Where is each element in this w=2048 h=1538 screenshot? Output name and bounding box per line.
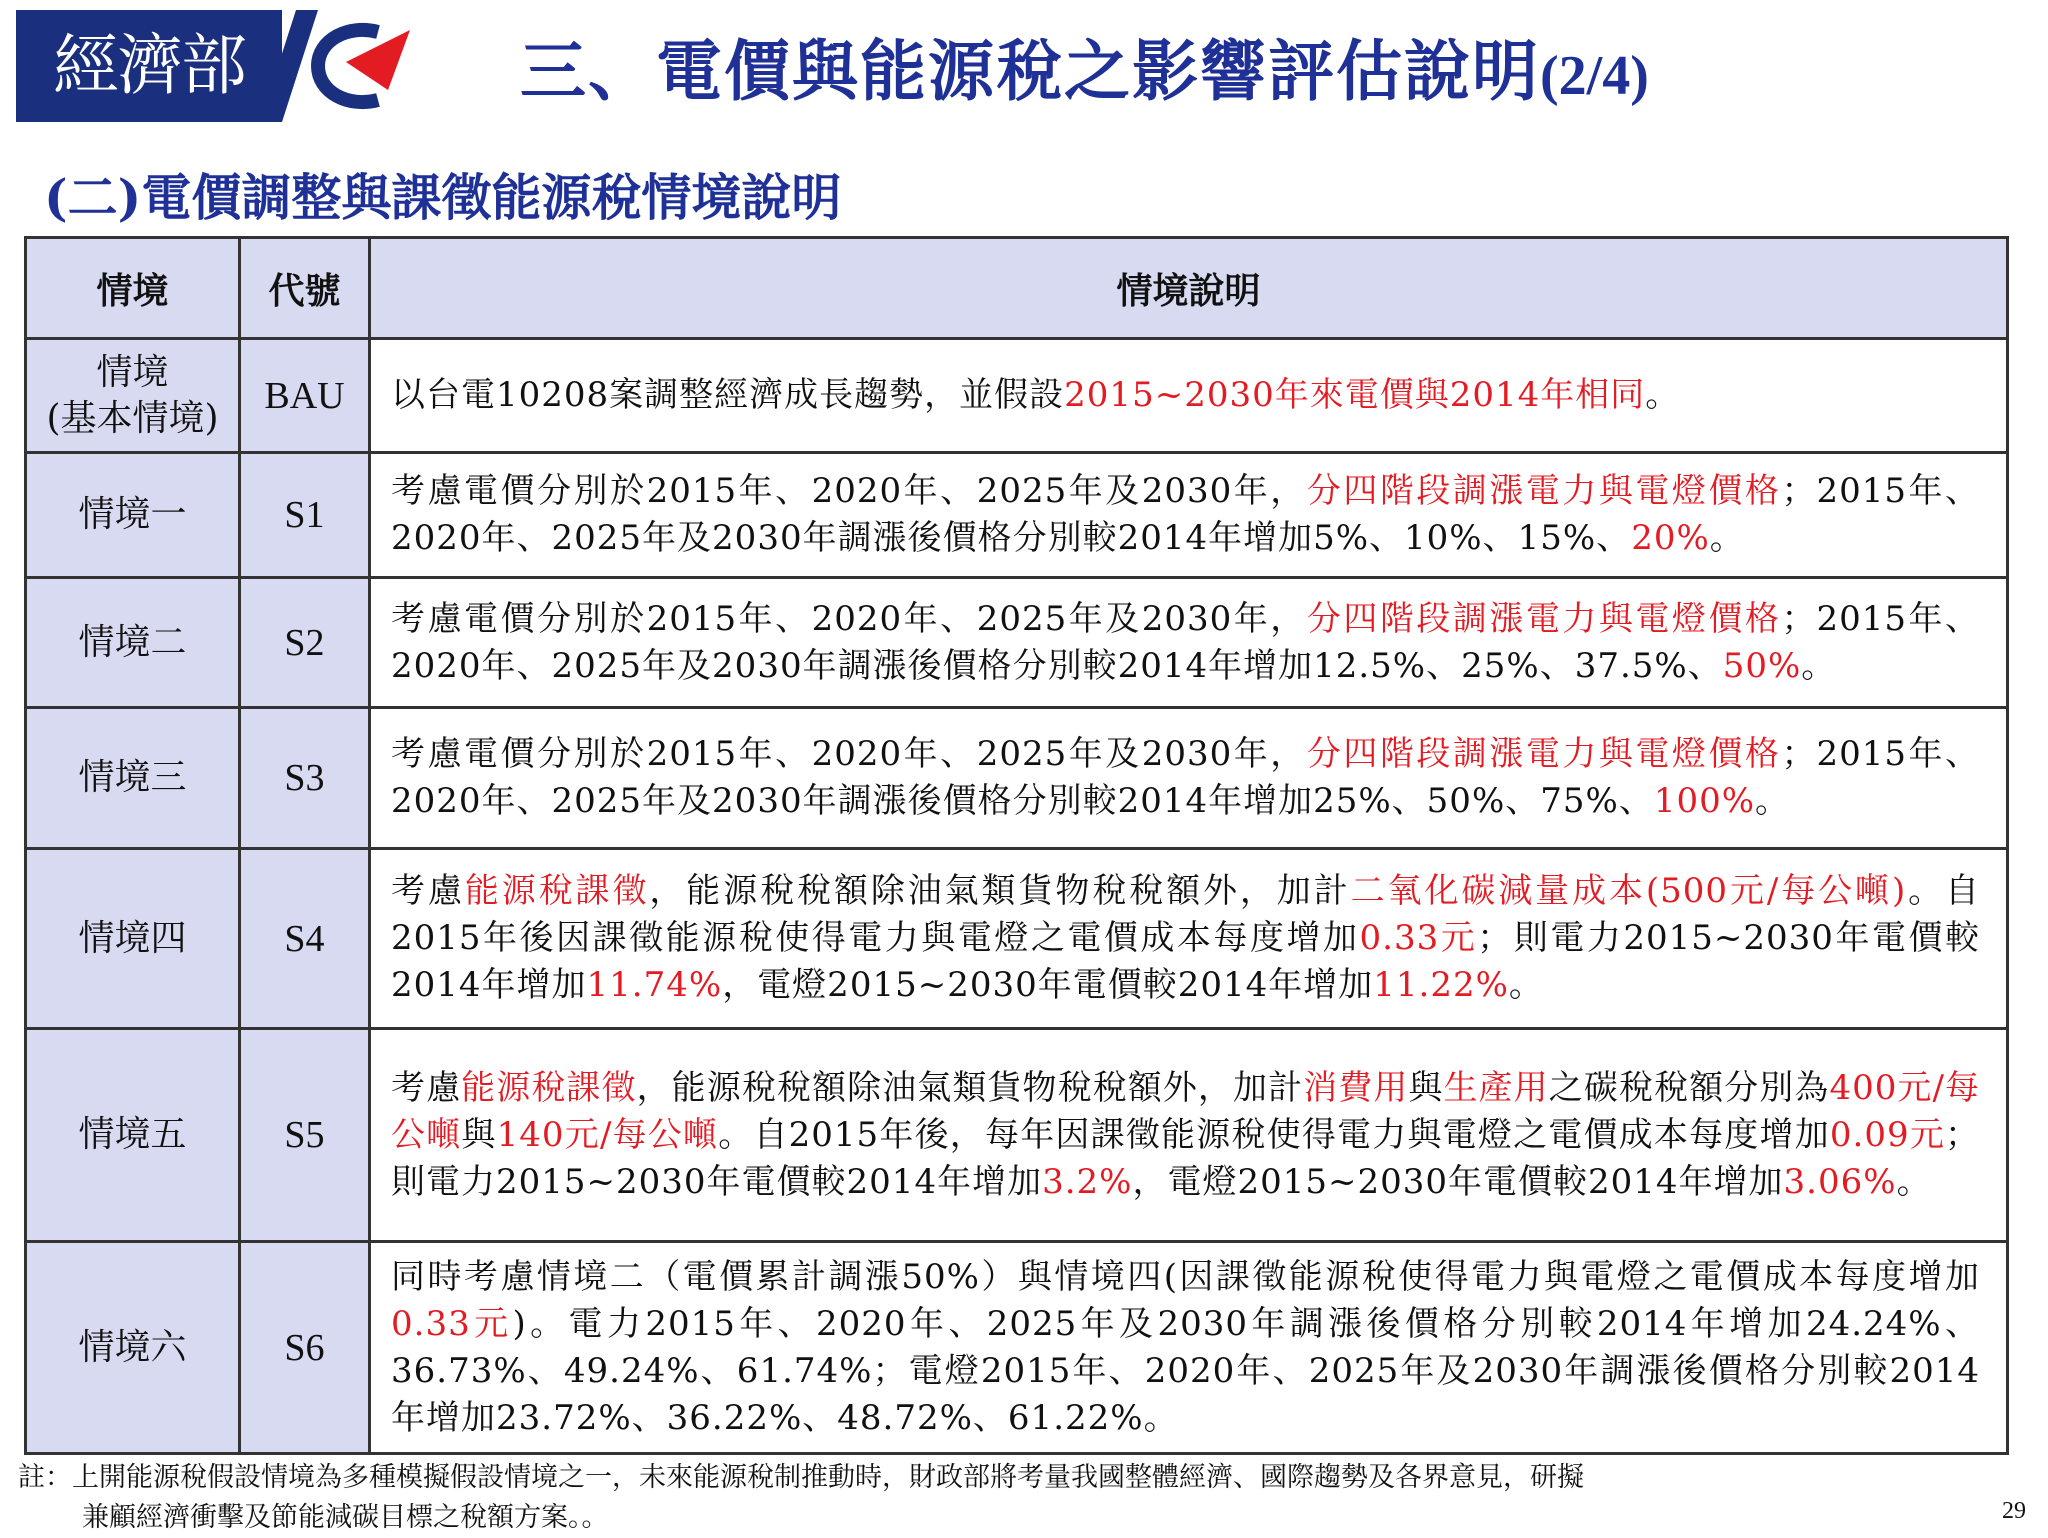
- scenario-description-cell: [370, 1029, 2008, 1242]
- highlighted-text: 0.09元: [1829, 1114, 1946, 1155]
- description-text: 。: [1508, 965, 1544, 1005]
- highlighted-text: 3.06%: [1783, 1161, 1897, 1202]
- scenario-name-line1: 情境: [96, 351, 169, 393]
- highlighted-text: 0.33元: [1359, 918, 1478, 958]
- highlighted-text: 能源稅課徵: [461, 1067, 637, 1108]
- column-header-code: 代號: [240, 238, 370, 339]
- description-text: ，能源稅稅額除油氣類貨物稅稅額外，加計: [649, 871, 1351, 911]
- scenario-code-cell: S3: [240, 708, 370, 849]
- column-header-scenario: 情境: [26, 238, 240, 339]
- scenario-name-cell: 情境六: [26, 1242, 240, 1454]
- footnote-line2: 兼顧經濟衝擊及節能減碳目標之稅額方案。。: [82, 1502, 609, 1533]
- ministry-logo: [16, 10, 432, 122]
- table-row: [26, 453, 2008, 578]
- footnote-line1: 註：上開能源稅假設情境為多種模擬假設情境之一，未來能源稅制推動時，財政部將考量我國整體經濟、國際趨勢及各界意見，研擬: [18, 1462, 1584, 1493]
- scenario-code-cell: S5: [240, 1029, 370, 1242]
- description-text: 同時考慮情境二（電價累計調漲50%）與情境四(因課徵能源稅使得電力與電燈之電價成本每度增加: [391, 1256, 1980, 1297]
- highlighted-text: 0.33元: [391, 1303, 513, 1344]
- description-text: ，電燈2015~2030年電價較2014年增加: [1132, 1161, 1784, 1202]
- table-row: [26, 849, 2008, 1029]
- highlighted-text: 11.74%: [586, 965, 723, 1005]
- footnote: [18, 1458, 2008, 1538]
- highlighted-text: 11.22%: [1373, 965, 1509, 1005]
- description-text: ；則電力2015~2030年電價較2014年增加: [391, 918, 1981, 1005]
- description-text: 考慮電價分別於2015年、2020年、2025年及2030年，: [391, 471, 1307, 511]
- description-text: 考慮電價分別於2015年、2020年、2025年及2030年，: [391, 734, 1307, 774]
- scenario-table: [24, 236, 2009, 1455]
- page-number: 29: [2002, 1498, 2026, 1524]
- scenario-code-cell: S2: [240, 578, 370, 708]
- scenario-description-cell: [370, 453, 2008, 578]
- scenario-name-cell: 情境四: [26, 849, 240, 1029]
- highlighted-text: 分四階段調漲電力與電燈價格: [1306, 734, 1782, 774]
- column-header-description: 情境說明: [370, 238, 2008, 339]
- table-row: [26, 1029, 2008, 1242]
- description-text: 。: [1709, 518, 1745, 558]
- scenario-name-cell: 情境一: [26, 453, 240, 578]
- scenario-code-cell: S6: [240, 1242, 370, 1454]
- scenario-code-cell: BAU: [240, 339, 370, 453]
- highlighted-text: 分四階段調漲電力與電燈價格: [1306, 598, 1782, 639]
- scenario-name-cell: 情境三: [26, 708, 240, 849]
- scenario-description-cell: [370, 708, 2008, 849]
- description-text: ；2015年、2020年、2025年及2030年調漲後價格分別較2014年增加12.5%、25%、37.5%、: [391, 598, 1981, 686]
- highlighted-text: 消費用: [1303, 1067, 1409, 1108]
- highlighted-text: 2015~2030年來電價與2014年相同: [1064, 375, 1646, 415]
- highlighted-text: 400元/每公噸: [391, 1067, 1981, 1155]
- title-text: 三、電價與能源稅之影響評估說明: [520, 32, 1540, 110]
- description-text: 。: [1801, 645, 1837, 686]
- description-text: 以台電10208案調整經濟成長趨勢，並假設: [391, 375, 1065, 415]
- description-text: 。自2015年後因課徵能源稅使得電力與電燈之電價成本每度增加: [391, 871, 1981, 958]
- title-page-tag: (2/4): [1540, 45, 1649, 107]
- scenario-description-cell: [370, 849, 2008, 1029]
- scenario-name-cell: [26, 339, 240, 453]
- highlighted-text: 100%: [1653, 781, 1756, 821]
- description-text: 。自2015年後，每年因課徵能源稅使得電力與電燈之電價成本每度增加: [718, 1114, 1830, 1155]
- description-text: ；則電力2015~2030年電價較2014年增加: [391, 1114, 1981, 1202]
- scenario-code-cell: S4: [240, 849, 370, 1029]
- description-text: ，能源稅稅額除油氣類貨物稅稅額外，加計: [636, 1067, 1304, 1108]
- description-text: 考慮: [391, 871, 465, 911]
- highlighted-text: 50%: [1722, 645, 1802, 686]
- scenario-name-cell: 情境五: [26, 1029, 240, 1242]
- highlighted-text: 20%: [1631, 518, 1710, 558]
- table-row: [26, 708, 2008, 849]
- description-text: 與: [1408, 1067, 1444, 1108]
- scenario-description-cell: [370, 339, 2008, 453]
- highlighted-text: 生產用: [1443, 1067, 1549, 1108]
- description-text: 之碳稅稅額分別為: [1548, 1067, 1830, 1108]
- highlighted-text: 140元/每公噸: [496, 1114, 719, 1155]
- section-subtitle: (二)電價調整與課徵能源稅情境說明: [44, 168, 842, 227]
- scenario-name-line2: (基本情境): [46, 397, 219, 439]
- highlighted-text: 二氧化碳減量成本(500元/每公噸): [1350, 871, 1907, 911]
- scenario-description-cell: [370, 1242, 2008, 1454]
- highlighted-text: 能源稅課徵: [464, 871, 650, 911]
- description-text: 與: [461, 1114, 497, 1155]
- highlighted-text: 分四階段調漲電力與電燈價格: [1306, 471, 1782, 511]
- table-header-row: [26, 238, 2008, 339]
- description-text: 。: [1755, 781, 1791, 821]
- table-row: [26, 1242, 2008, 1454]
- description-text: 。: [1645, 375, 1681, 415]
- logo-emblem-icon: [260, 10, 432, 122]
- scenario-description-cell: [370, 578, 2008, 708]
- highlighted-text: 3.2%: [1042, 1161, 1133, 1202]
- description-text: ；2015年、2020年、2025年及2030年調漲後價格分別較2014年增加25%、50%、75%、: [391, 734, 1981, 821]
- scenario-code-cell: S1: [240, 453, 370, 578]
- scenario-name-cell: 情境二: [26, 578, 240, 708]
- table-row: [26, 578, 2008, 708]
- description-text: 考慮: [391, 1067, 462, 1108]
- table-row: [26, 339, 2008, 453]
- logo-text: 經濟部: [16, 10, 282, 122]
- description-text: )。電力2015年、2020年、2025年及2030年調漲後價格分別較2014年增加24.24%、36.73%、49.24%、61.74%；電燈2015年、2020年、2025年及2030年調漲後價格分別較2014年增加23.72%、36.22%、48.72%、61.22%。: [391, 1303, 1981, 1438]
- description-text: 考慮電價分別於2015年、2020年、2025年及2030年，: [391, 598, 1307, 639]
- description-text: 。: [1896, 1161, 1932, 1202]
- description-text: ，電燈2015~2030年電價較2014年增加: [722, 965, 1374, 1005]
- page-title: [520, 18, 1649, 118]
- description-text: ；2015年、2020年、2025年及2030年調漲後價格分別較2014年增加5%、10%、15%、: [391, 471, 1981, 558]
